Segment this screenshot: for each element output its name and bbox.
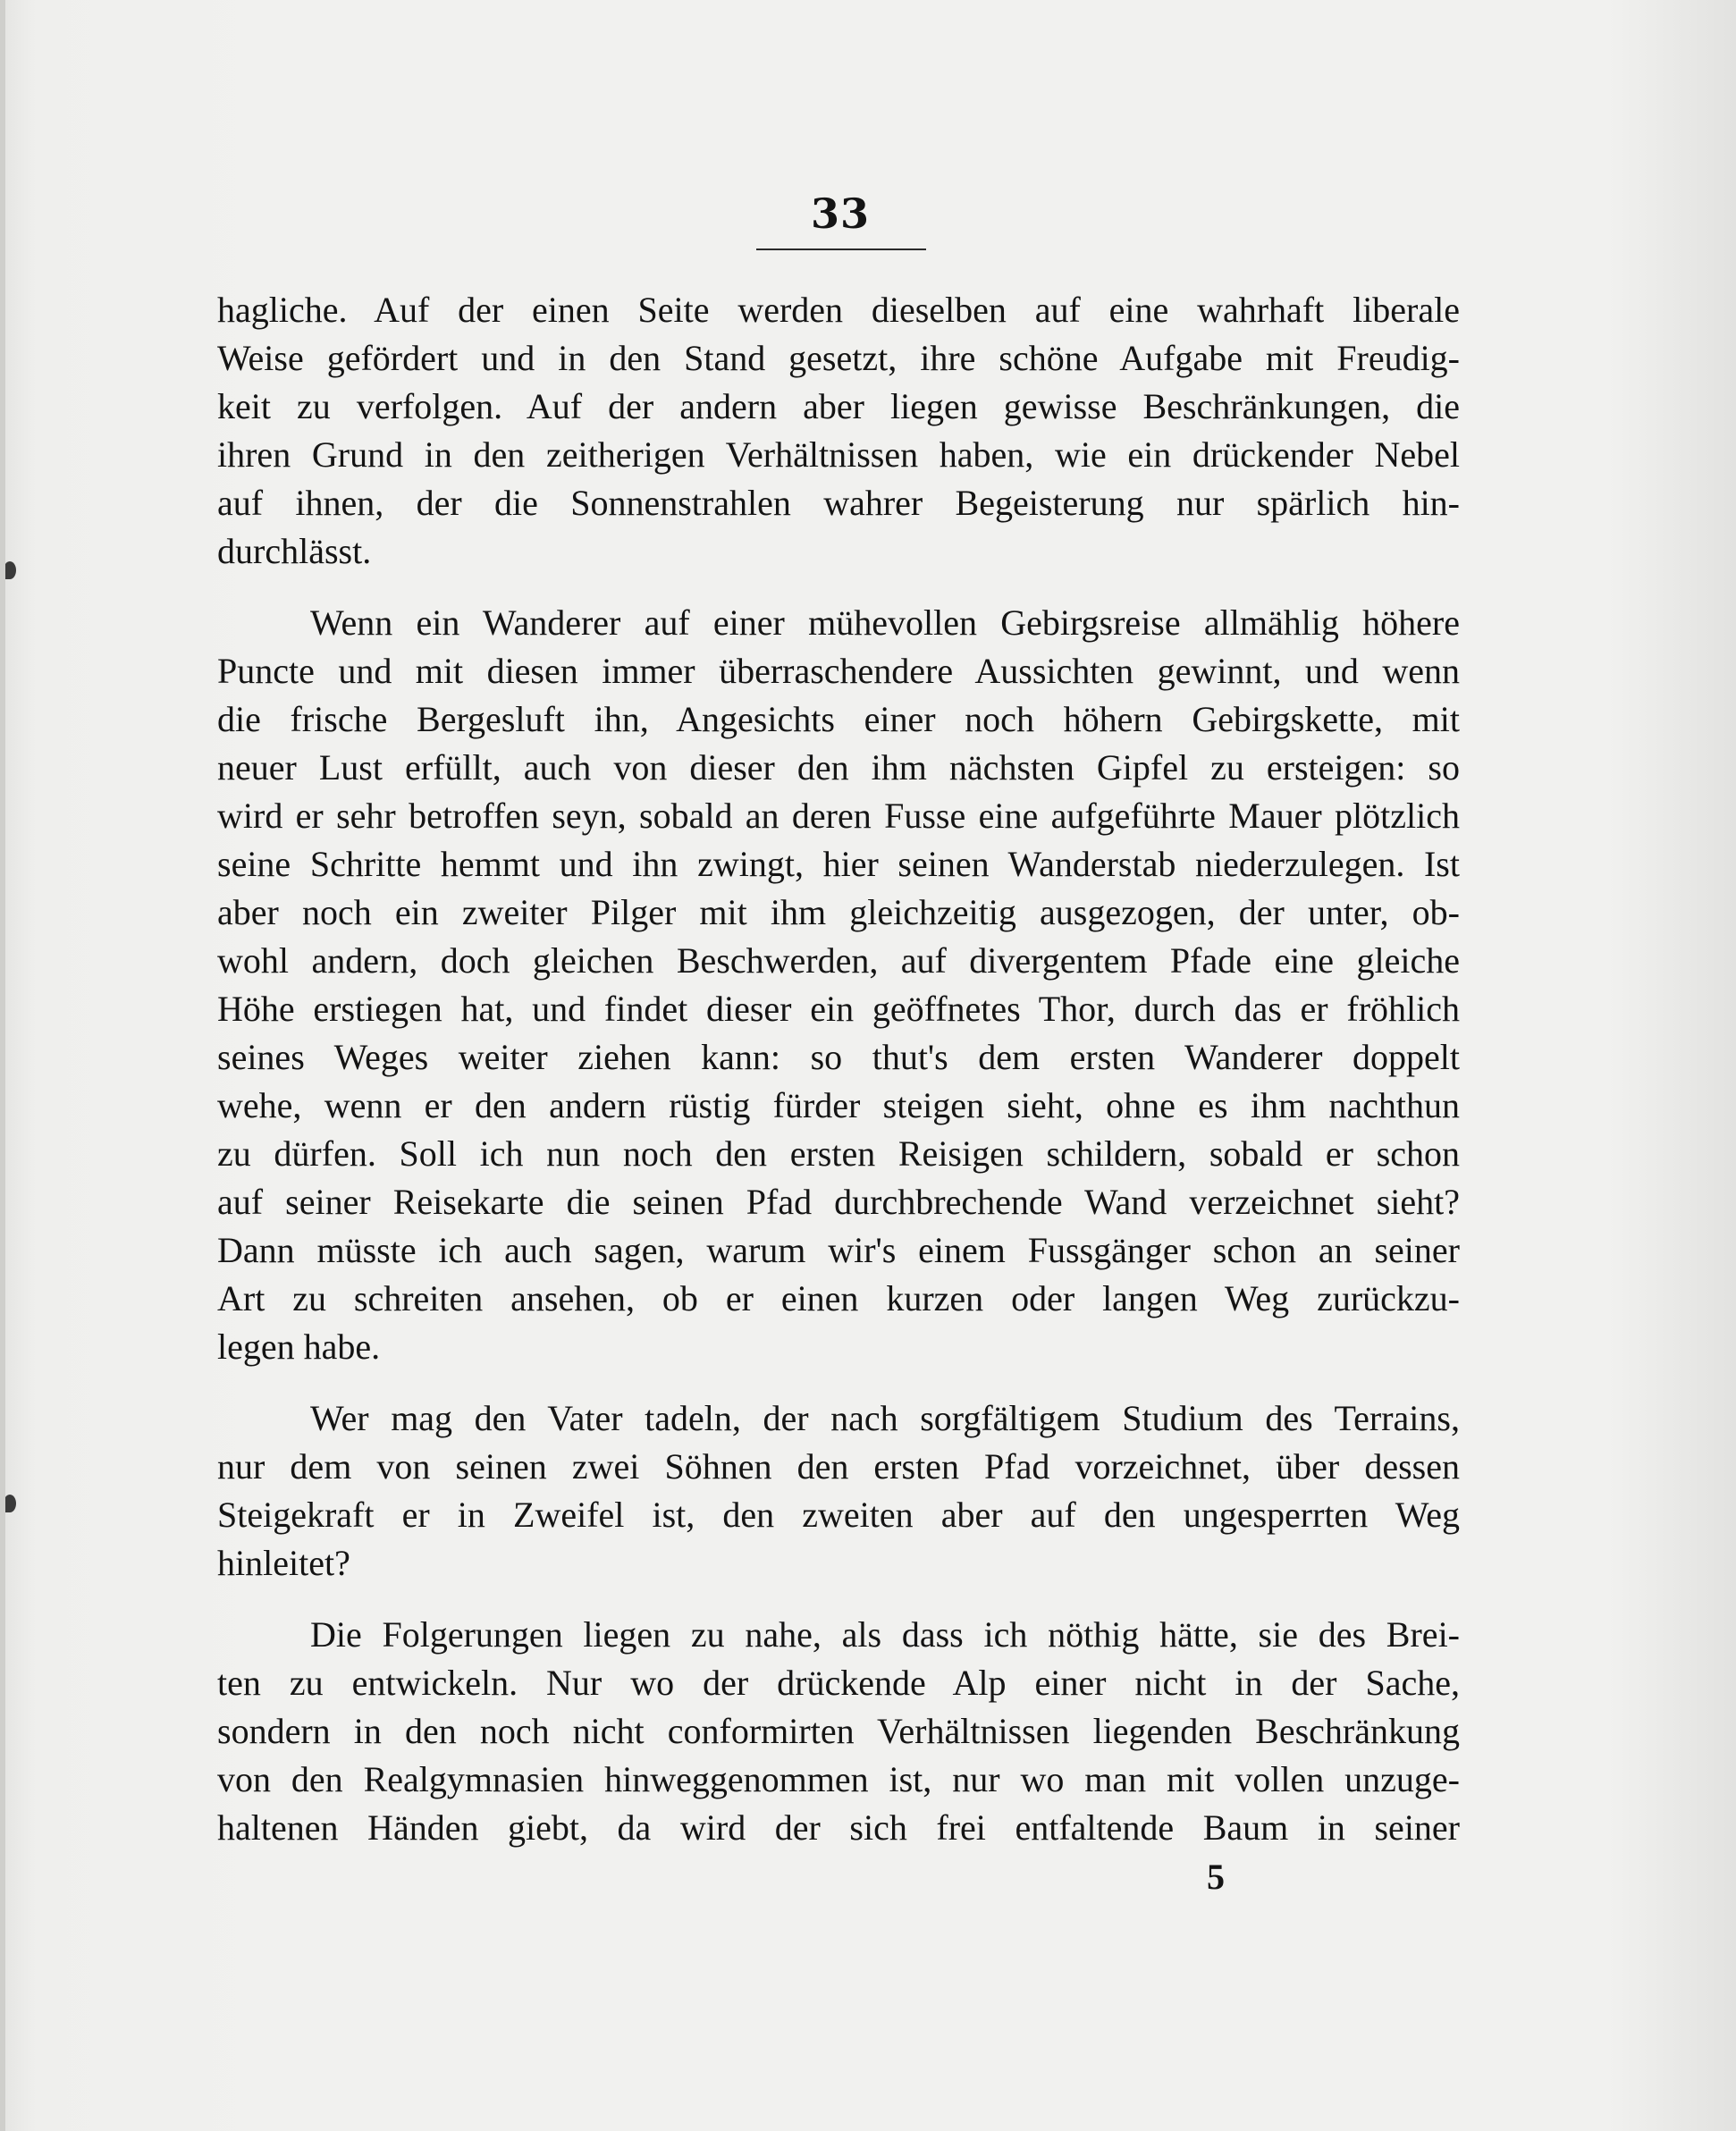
text-line: wohl andern, doch gleichen Beschwerden, auf divergentem Pfade eine gleiche — [217, 940, 1460, 981]
text-line: nur dem von seinen zwei Söhnen den ersten Pfad vorzeichnet, über dessen — [217, 1446, 1460, 1487]
text-line: Die Folgerungen liegen zu nahe, als dass ich nöthig hätte, sie des Brei- — [310, 1614, 1460, 1655]
text-line: seine Schritte hemmt und ihn zwingt, hier seinen Wanderstab niederzulegen. Ist — [217, 844, 1460, 884]
text-line: hinleitet? — [217, 1543, 350, 1583]
text-line: seines Weges weiter ziehen kann: so thut's dem ersten Wanderer doppelt — [217, 1037, 1460, 1077]
text-line: zu dürfen. Soll ich nun noch den ersten Reisigen schildern, sobald er schon — [217, 1133, 1460, 1174]
text-line: Puncte und mit diesen immer überraschendere Aussichten gewinnt, und wenn — [217, 651, 1460, 691]
text-line: Dann müsste ich auch sagen, warum wir's einem Fussgänger schon an seiner — [217, 1230, 1460, 1270]
text-line: aber noch ein zweiter Pilger mit ihm gleichzeitig ausgezogen, der unter, ob- — [217, 892, 1460, 932]
text-line: Wer mag den Vater tadeln, der nach sorgfältigem Studium des Terrains, — [310, 1398, 1460, 1438]
text-line: keit zu verfolgen. Auf der andern aber liegen gewisse Beschränkungen, die — [217, 386, 1460, 426]
paragraph — [217, 1394, 1460, 1588]
text-line: von den Realgymnasien hinweggenommen ist, nur wo man mit vollen unzuge- — [217, 1759, 1460, 1799]
text-line: Wenn ein Wanderer auf einer mühevollen Gebirgsreise allmählig höhere — [310, 602, 1460, 643]
paragraph — [217, 286, 1460, 576]
text-line: Steigekraft er in Zweifel ist, den zweiten aber auf den ungesperrten Weg — [217, 1495, 1460, 1535]
text-line: Höhe erstiegen hat, und findet dieser ein geöffnetes Thor, durch das er fröhlich — [217, 989, 1460, 1029]
margin-mark — [4, 1495, 16, 1512]
text-line: ihren Grund in den zeitherigen Verhältnissen haben, wie ein drückender Nebel — [217, 434, 1460, 475]
page-number: 33 — [810, 190, 870, 238]
paragraph — [217, 1611, 1460, 1852]
text-line: Weise gefördert und in den Stand gesetzt, ihre schöne Aufgabe mit Freudig- — [217, 338, 1460, 378]
margin-mark — [4, 561, 16, 579]
signature-mark: 5 — [1207, 1857, 1225, 1897]
text-line: sondern in den noch nicht conformirten Verhältnissen liegenden Beschränkung — [217, 1711, 1460, 1751]
header-rule — [756, 248, 926, 250]
paragraph — [217, 599, 1460, 1371]
text-line: wehe, wenn er den andern rüstig fürder steigen sieht, ohne es ihm nachthun — [217, 1085, 1460, 1125]
text-line: legen habe. — [217, 1327, 381, 1367]
text-line: ten zu entwickeln. Nur wo der drückende Alp einer nicht in der Sache, — [217, 1663, 1460, 1703]
text-line: Art zu schreiten ansehen, ob er einen kurzen oder langen Weg zurückzu- — [217, 1278, 1460, 1318]
body-text — [217, 286, 1460, 1852]
text-line: die frische Bergesluft ihn, Angesichts einer noch höhern Gebirgskette, mit — [217, 699, 1460, 739]
text-line: neuer Lust erfüllt, auch von dieser den ihm nächsten Gipfel zu ersteigen: so — [217, 747, 1460, 788]
text-line: hagliche. Auf der einen Seite werden dieselben auf eine wahrhaft liberale — [217, 290, 1460, 330]
text-line: auf ihnen, der die Sonnenstrahlen wahrer Begeisterung nur spärlich hin- — [217, 483, 1460, 523]
text-line: haltenen Händen giebt, da wird der sich frei entfaltende Baum in seiner — [217, 1807, 1460, 1848]
text-line: auf seiner Reisekarte die seinen Pfad durchbrechende Wand verzeichnet sieht? — [217, 1182, 1460, 1222]
text-line: durchlässt. — [217, 531, 372, 571]
text-line: wird er sehr betroffen seyn, sobald an deren Fusse eine aufgeführte Mauer plötzlich — [217, 796, 1460, 836]
